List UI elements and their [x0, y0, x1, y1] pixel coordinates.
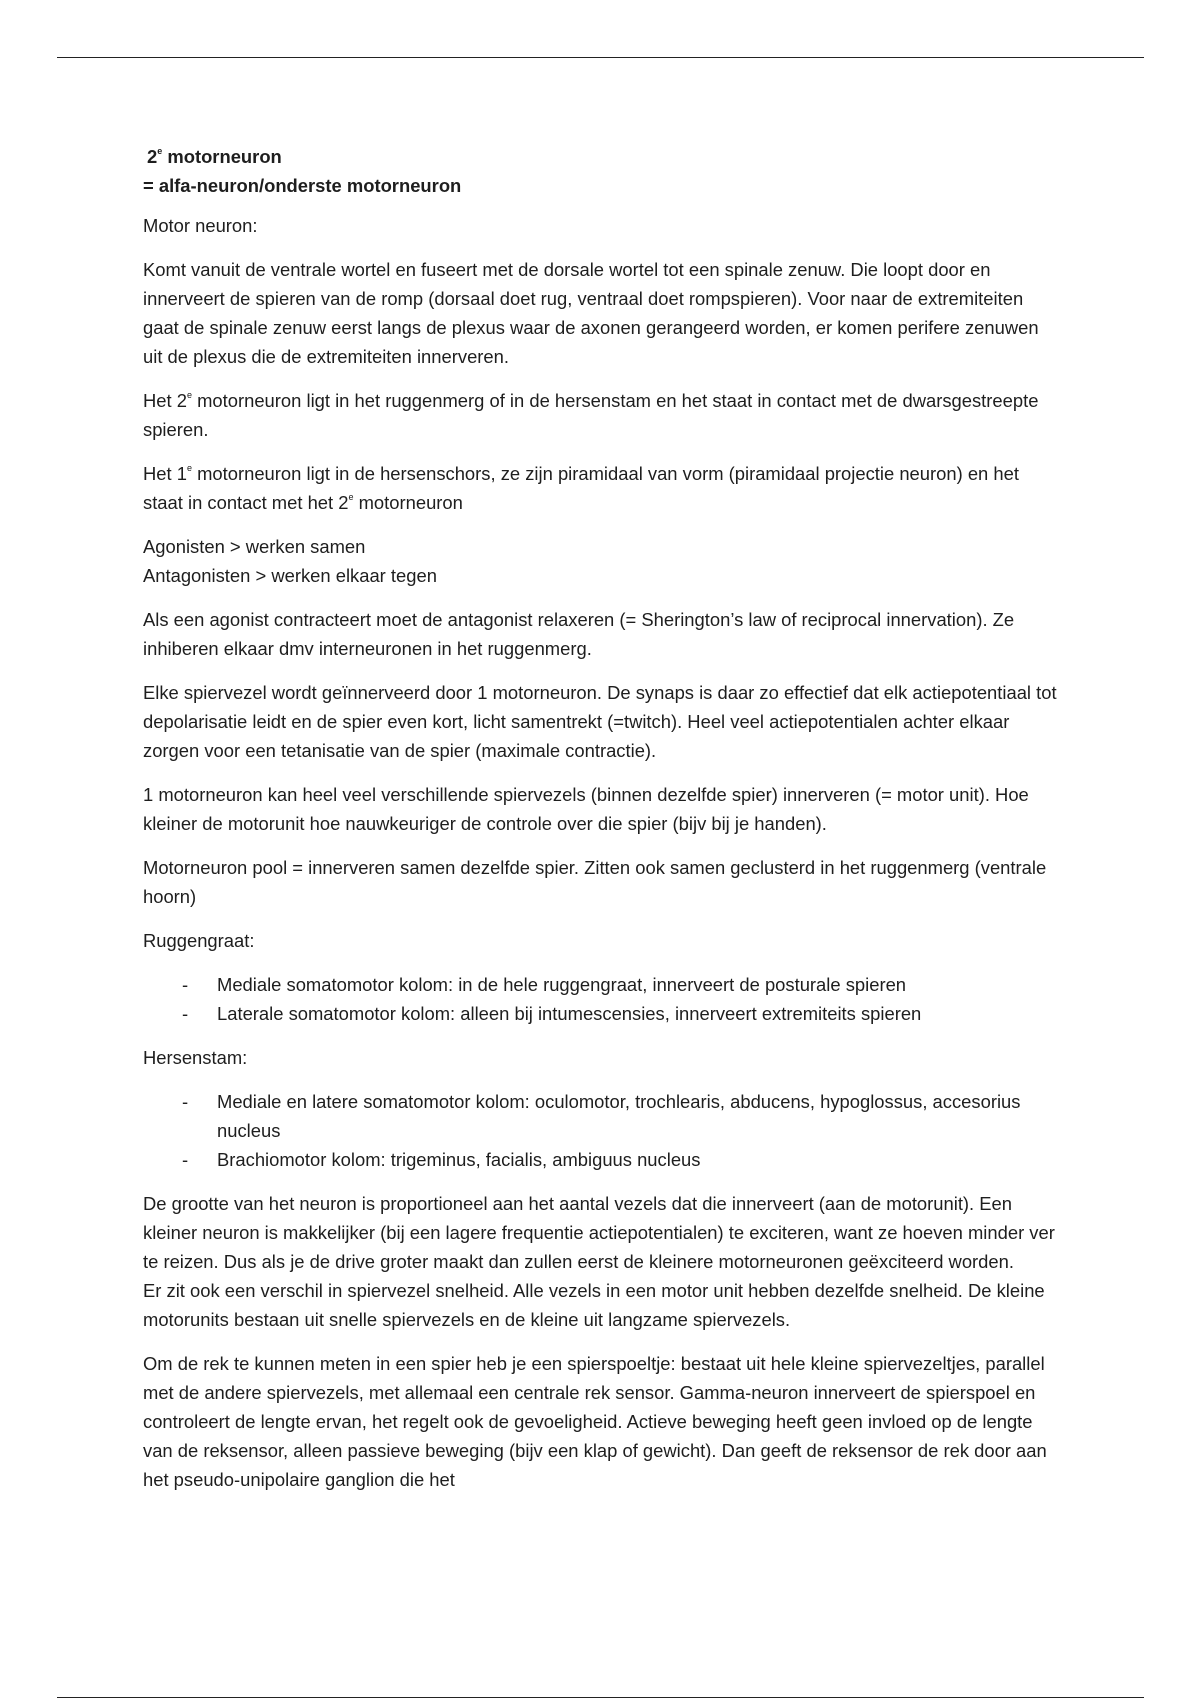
document-body [143, 142, 1063, 1509]
list-item: - Mediale somatomotor kolom: in de hele ruggengraat, innerveert de posturale spieren [143, 970, 1063, 999]
bottom-rule [57, 1697, 1144, 1698]
ruggengraat-list [143, 970, 1063, 1028]
paragraph-elke: Elke spiervezel wordt geïnnerveerd door 1 motorneuron. De synaps is daar zo effectief dat elk actiepotentiaal tot depolarisatie leidt en de spier even kort, licht samentrekt (=twitch). Heel veel actiepotentialen achter elkaar zorgen voor een tetanisatie van de spier (maximale contractie). [143, 682, 1057, 761]
paragraph-agonisten [143, 532, 1063, 590]
paragraph-als: Als een agonist contracteert moet de antagonist relaxeren (= Sherington’s law of reciprocal innervation). Ze inhiberen elkaar dmv interneuronen in het ruggenmerg. [143, 609, 1015, 659]
hersenstam-list [143, 1087, 1063, 1174]
motor-neuron-label: Motor neuron: [143, 215, 258, 236]
paragraph-grootte: De grootte van het neuron is proportioneel aan het aantal vezels dat die innerveert (aan de motorunit). Een kleiner neuron is makkelijker (bij een lagere frequentie actiepotentialen) te exciteren, want ze hoeven minder ver te reizen. Dus als je de drive groter maakt dan zullen eerst de kleinere motorneuronen geëxciteerd worden. Er zit ook een verschil in spiervezel snelheid. Alle vezels in een motor unit hebben dezelfde snelheid. De kleine motorunits bestaan uit snelle spiervezels en de kleine uit langzame spiervezels. [143, 1193, 1055, 1330]
list-item: - Laterale somatomotor kolom: alleen bij intumescensies, innerveert extremiteits spieren [143, 999, 1063, 1028]
section-title: 2e motorneuron [147, 146, 282, 167]
paragraph-het-1e: Het 1e motorneuron ligt in de hersenschors, ze zijn piramidaal van vorm (piramidaal projectie neuron) en het staat in contact met het 2e motorneuron [143, 463, 1019, 513]
paragraph-het-2e: Het 2e motorneuron ligt in het ruggenmerg of in de hersenstam en het staat in contact met de dwarsgestreepte spieren. [143, 390, 1039, 440]
section-subtitle: = alfa-neuron/onderste motorneuron [143, 175, 462, 196]
agonisten-line: Agonisten > werken samen [143, 536, 366, 557]
list-item: - Mediale en latere somatomotor kolom: oculomotor, trochlearis, abducens, hypoglossus, accesorius nucleus [143, 1087, 1063, 1145]
top-rule [57, 57, 1144, 58]
list-item: - Brachiomotor kolom: trigeminus, facialis, ambiguus nucleus [143, 1145, 1063, 1174]
paragraph-komt: Komt vanuit de ventrale wortel en fuseert met de dorsale wortel tot een spinale zenuw. Die loopt door en innerveert de spieren van de romp (dorsaal doet rug, ventraal doet rompspieren). Voor naar de extremiteiten gaat de spinale zenuw eerst langs de plexus waar de axonen gerangeerd worden, er komen perifere zenuwen uit de plexus die de extremiteiten innerveren. [143, 259, 1039, 367]
hersenstam-label: Hersenstam: [143, 1047, 248, 1068]
paragraph-rek: Om de rek te kunnen meten in een spier heb je een spierspoeltje: bestaat uit hele kleine spiervezeltjes, parallel met de andere spiervezels, met allemaal een centrale rek sensor. Gamma-neuron innerveert de spierspoel en controleert de lengte ervan, het regelt ook de gevoeligheid. Actieve beweging heeft geen invloed op de lengte van de reksensor, alleen passieve beweging (bijv een klap of gewicht). Dan geeft de reksensor de rek door aan het pseudo-unipolaire ganglion die het [143, 1353, 1047, 1490]
ruggengraat-label: Ruggengraat: [143, 930, 255, 951]
paragraph-pool: Motorneuron pool = innerveren samen dezelfde spier. Zitten ook samen geclusterd in het ruggenmerg (ventrale hoorn) [143, 857, 1047, 907]
antagonisten-line: Antagonisten > werken elkaar tegen [143, 565, 437, 586]
paragraph-1-motorneuron: 1 motorneuron kan heel veel verschillende spiervezels (binnen dezelfde spier) innerveren (= motor unit). Hoe kleiner de motorunit hoe nauwkeuriger de controle over die spier (bijv bij je handen). [143, 784, 1029, 834]
